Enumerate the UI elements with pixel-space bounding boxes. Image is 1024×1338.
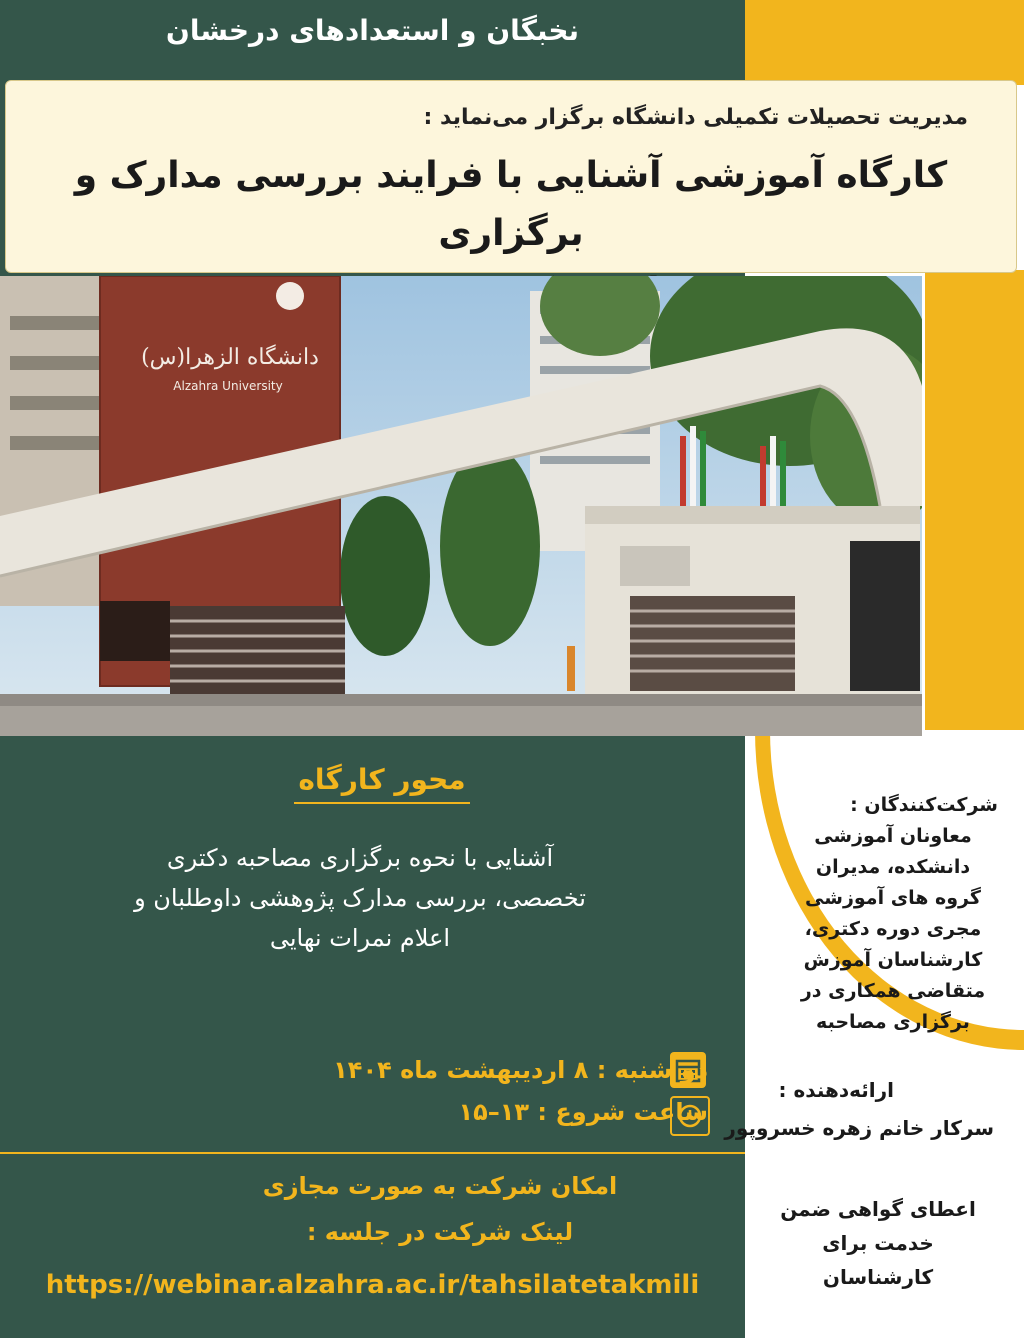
participants-line: دانشکده، مدیران xyxy=(815,856,971,878)
participants-title: شرکت‌کنندگان : xyxy=(850,794,998,816)
certificate-line1: اعطای گواهی ضمن xyxy=(780,1197,976,1221)
event-time: ساعت شروع : ۱۳–۱۵ xyxy=(458,1098,708,1126)
presenter-name: سرکار خانم زهره خسروپور xyxy=(724,1116,994,1140)
participants-line: مجری دوره دکتری، xyxy=(804,918,982,940)
yellow-side-strip xyxy=(925,270,1024,740)
participants-line: متقاضی همکاری در xyxy=(800,980,986,1002)
workshop-description xyxy=(80,838,640,958)
divider-line xyxy=(0,1152,745,1154)
header-title: نخبگان و استعدادهای درخشان xyxy=(165,14,580,47)
workshop-description-line3: اعلام نمرات نهایی xyxy=(269,924,451,952)
participants-line: گروه های آموزشی xyxy=(805,887,981,909)
certificate-line3: کارشناسان xyxy=(822,1265,934,1289)
workshop-description-line2: تخصصی، بررسی مدارک پژوهشی داوطلبان و xyxy=(134,884,586,912)
certificate-note xyxy=(768,1192,988,1294)
presenter-label: ارائه‌دهنده : xyxy=(778,1078,894,1102)
workshop-title-line1: کارگاه آموزشی آشنایی با فرایند بررسی مدارک و برگزاری xyxy=(74,155,948,254)
certificate-line2: خدمت برای xyxy=(822,1231,934,1255)
title-box xyxy=(5,80,1017,273)
sign-persian: دانشگاه الزهرا(س) xyxy=(141,345,319,370)
event-date: دو شنبه : ۸ اردیبهشت ماه ۱۴۰۴ xyxy=(333,1056,708,1084)
workshop-description-line1: آشنایی با نحوه برگزاری مصاحبه دکتری xyxy=(166,844,554,872)
university-gate-photo xyxy=(0,276,922,736)
yellow-top-strip xyxy=(745,0,1024,85)
webinar-link[interactable]: https://webinar.alzahra.ac.ir/tahsilatetakmili xyxy=(45,1270,700,1300)
sign-english: Alzahra University xyxy=(173,379,283,393)
session-link-label: لینک شرکت در جلسه : xyxy=(306,1218,574,1246)
workshop-axis-title: محور کارگاه xyxy=(294,763,470,804)
participants-line: کارشناسان آموزش xyxy=(803,949,983,971)
virtual-attendance-note: امکان شرکت به صورت مجازی xyxy=(262,1172,618,1200)
participants-block xyxy=(788,790,998,1038)
participants-line: برگزاری مصاحبه xyxy=(816,1011,970,1033)
organizer-subtitle: مدیریت تحصیلات تکمیلی دانشگاه برگزار می‌نماید : xyxy=(423,105,968,130)
participants-line: معاونان آموزشی xyxy=(814,825,972,847)
